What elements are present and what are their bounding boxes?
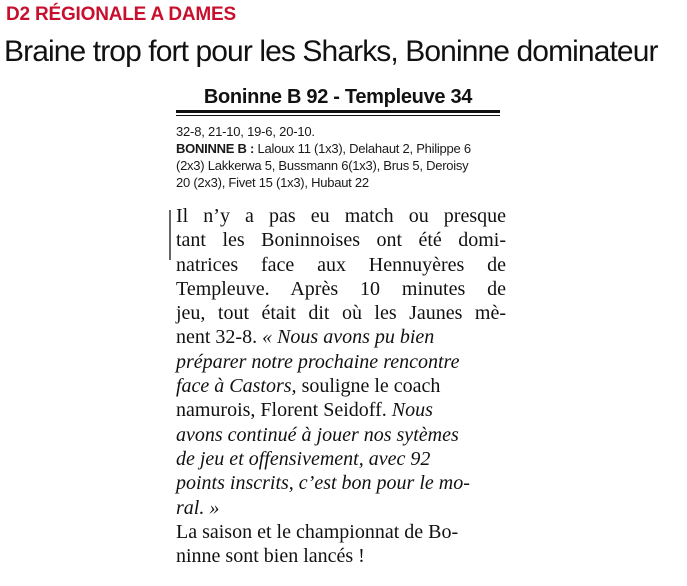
body-line: La saison et le championnat de Bo- <box>176 520 459 543</box>
section-kicker: D2 RÉGIONALE A DAMES <box>6 4 237 25</box>
quote-segment: face à Castors, <box>176 375 297 398</box>
quote-line: de jeu et offensivement, avec 92 <box>176 447 431 470</box>
article-headline: Braine trop fort pour les Sharks, Boninne dominateur <box>4 35 658 68</box>
quote-line: préparer notre prochaine rencontre <box>176 350 460 373</box>
body-line: Il n’y a pas eu match ou presque <box>176 205 506 227</box>
body-text-segment: namurois, Florent Seidoff. <box>176 399 392 422</box>
body-line <box>176 398 506 422</box>
article-body <box>176 204 506 568</box>
roster-label: BONINNE B : <box>176 141 255 156</box>
quote-line: ral. » <box>176 496 220 519</box>
body-line: tant les Boninnoises ont été domi- <box>176 229 506 252</box>
body-line: natrices face aux Hennuyères de <box>176 253 506 276</box>
body-text-segment: souligne le coach <box>296 375 441 398</box>
paragraph-accent-bar <box>169 210 171 260</box>
roster-line <box>176 140 506 157</box>
body-line: jeu, tout était dit où les Jaunes mè- <box>176 302 506 325</box>
roster-text: Laloux 11 (1x3), Delahaut 2, Philippe 6 <box>254 141 471 156</box>
roster-line: 20 (2x3), Fivet 15 (1x3), Hubaut 22 <box>176 175 369 190</box>
title-rule-thick <box>176 110 500 113</box>
roster-line: (2x3) Lakkerwa 5, Bussmann 6(1x3), Brus 5, Deroisy <box>176 158 469 173</box>
quote-line: points inscrits, c’est bon pour le mo- <box>176 472 470 495</box>
quote-segment: Nous <box>391 399 433 422</box>
body-text-segment: nent 32-8. <box>176 326 263 349</box>
body-line: ninne sont bien lancés ! <box>176 545 365 568</box>
roster-box <box>176 140 506 191</box>
quarter-scores: 32-8, 21-10, 19-6, 20-10. <box>176 124 315 139</box>
body-line: Templeuve. Après 10 minutes de <box>176 277 506 300</box>
title-rule-thin <box>176 115 500 116</box>
quote-line: avons continué à jouer nos sytèmes <box>176 423 459 446</box>
quote-segment: « Nous avons pu bien <box>262 326 435 349</box>
body-line <box>176 374 506 398</box>
score-title: Boninne B 92 - Templeuve 34 <box>203 86 473 108</box>
body-line <box>176 325 506 349</box>
